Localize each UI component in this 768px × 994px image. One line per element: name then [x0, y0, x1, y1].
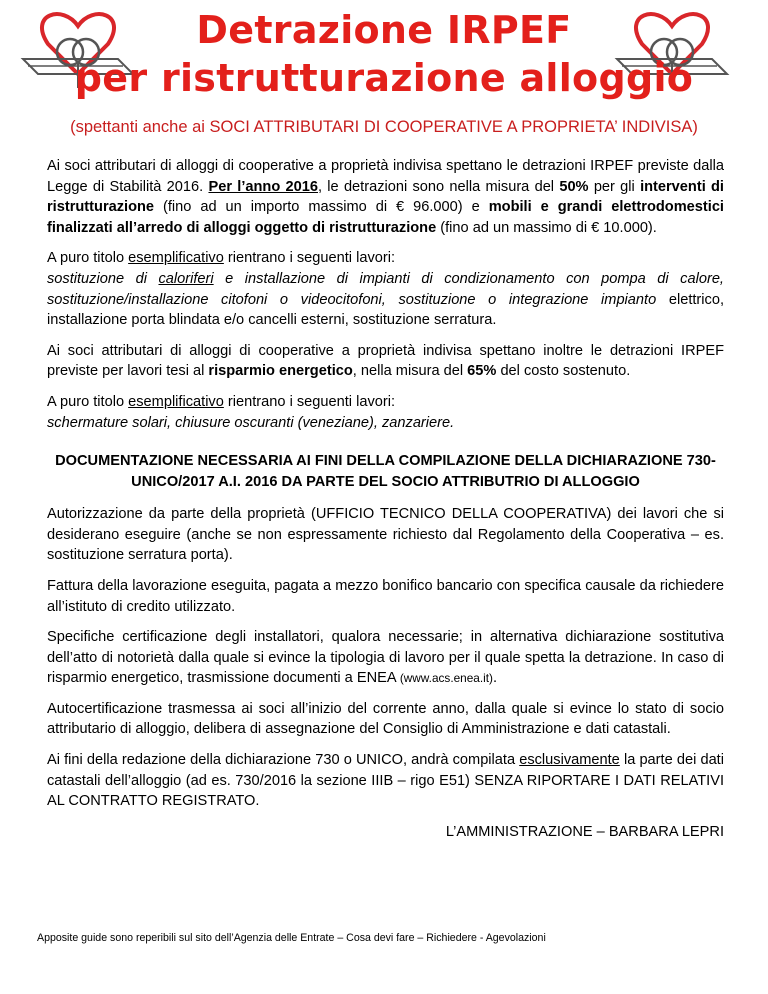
text: elettrico, installazione porta blindata e/o cancelli esterni, sostituzione serratura. — [47, 291, 724, 329]
emphasis: interventi di ristrutturazione — [47, 178, 724, 216]
emphasis: esemplificativo — [128, 250, 224, 267]
text: e installazione di impianti di condizionamento con pompa di calore, sostituzione/installazione citofoni o videocitofoni, sostituzione o integrazione impianto — [47, 270, 724, 308]
text: rientrano i seguenti lavori: — [223, 250, 396, 267]
emphasis: risparmio energetico — [208, 363, 353, 380]
emphasis: caloriferi — [158, 270, 214, 287]
emphasis: esclusivamente — [519, 752, 620, 769]
document-body — [47, 156, 724, 852]
text: schermature solari, chiusure oscuranti (veneziane), zanzariere. — [47, 414, 455, 431]
doc-item-declaration — [47, 750, 724, 812]
text: Ai soci attributari di alloggi di cooperative a proprietà indivisa spettano inoltre le detrazioni IRPEF previste per lavori tesi al — [47, 342, 724, 380]
footnote: Apposite guide sono reperibili sul sito dell’Agenzia delle Entrate – Cosa devi fare – Richiedere - Agevolazioni — [37, 932, 546, 944]
signature: L’AMMINISTRAZIONE – BARBARA LEPRI — [445, 823, 724, 840]
title-line-1: Detrazione IRPEF — [196, 8, 572, 52]
text: del costo sostenuto. — [496, 363, 631, 380]
doc-item-self-certification: Autocertificazione trasmessa ai soci all’inizio del corrente anno, dalla quale si evince lo stato di socio attributario di alloggio, delibera di assegnazione del Consiglio di Amministrazione e dati catastali. — [47, 700, 724, 738]
paragraph-energy — [47, 341, 724, 382]
text: , le detrazioni sono nella misura del — [317, 178, 560, 195]
doc-item-certification — [47, 627, 724, 689]
text: la parte dei dati catastali dell’alloggio (ad es. 730/2016 la sezione IIIB – rigo E51) SENZA RIPORTARE I DATI RELATIVI AL CONTRATTO REGISTRATO. — [47, 752, 724, 810]
emphasis: Per l’anno 2016 — [208, 178, 318, 195]
text: Ai fini della redazione della dichiarazione 730 o UNICO, andrà compilata — [47, 752, 520, 769]
text: A puro titolo — [47, 393, 129, 410]
doc-item-authorization: Autorizzazione da parte della proprietà (UFFICIO TECNICO DELLA COOPERATIVA) dei lavori che si desiderano eseguire (anche se non espressamente richiesto dal Regolamento della Cooperativa – es. sostituzione serratura porta). — [47, 506, 724, 564]
text: (fino ad un massimo di € 10.000). — [436, 219, 657, 236]
emphasis: 65% — [467, 363, 497, 380]
emphasis: esemplificativo — [128, 393, 224, 410]
paragraph-examples-2 — [47, 392, 724, 433]
enea-link[interactable]: (www.acs.enea.it) — [399, 671, 493, 686]
text: . — [492, 670, 498, 687]
text: per gli — [588, 178, 641, 195]
section-heading: DOCUMENTAZIONE NECESSARIA AI FINI DELLA COMPILAZIONE DELLA DICHIARAZIONE 730-UNICO/2017 A.I. 2016 DA PARTE DEL SOCIO ATTRIBUTRIO DI ALLOGGIO — [55, 453, 716, 491]
text: Specifiche certificazione degli installatori, qualora necessarie; in alternativa dichiarazione sostitutiva dell’atto di notorietà dalla quale si evince la tipologia di lavoro per il quale spetta la detrazione. In caso di risparmio energetico, trasmissione documenti a ENEA — [47, 629, 724, 687]
emphasis: 50% — [559, 178, 589, 195]
subtitle: (spettanti anche ai SOCI ATTRIBUTARI DI COOPERATIVE A PROPRIETA’ INDIVISA) — [70, 118, 698, 136]
emphasis: mobili e grandi elettrodomestici finalizzati all’arredo di alloggi oggetto di ristrutturazione — [47, 199, 724, 236]
text: rientrano i seguenti lavori: — [223, 393, 396, 410]
text: A puro titolo — [47, 250, 129, 267]
title-line-2: per ristrutturazione alloggio — [74, 56, 694, 100]
text: , nella misura del — [352, 363, 468, 380]
doc-item-invoice: Fattura della lavorazione eseguita, pagata a mezzo bonifico bancario con specifica causale da richiedere all’istituto di credito utilizzato. — [47, 577, 724, 615]
text: (fino ad un importo massimo di € 96.000) e — [154, 199, 489, 216]
paragraph-intro — [47, 156, 724, 238]
text: sostituzione di — [47, 270, 159, 287]
text: Ai soci attributari di alloggi di cooperative a proprietà indivisa spettano le detrazioni IRPEF previste dalla Legge di Stabilità 2016. — [47, 158, 724, 195]
paragraph-examples-1 — [47, 248, 724, 330]
